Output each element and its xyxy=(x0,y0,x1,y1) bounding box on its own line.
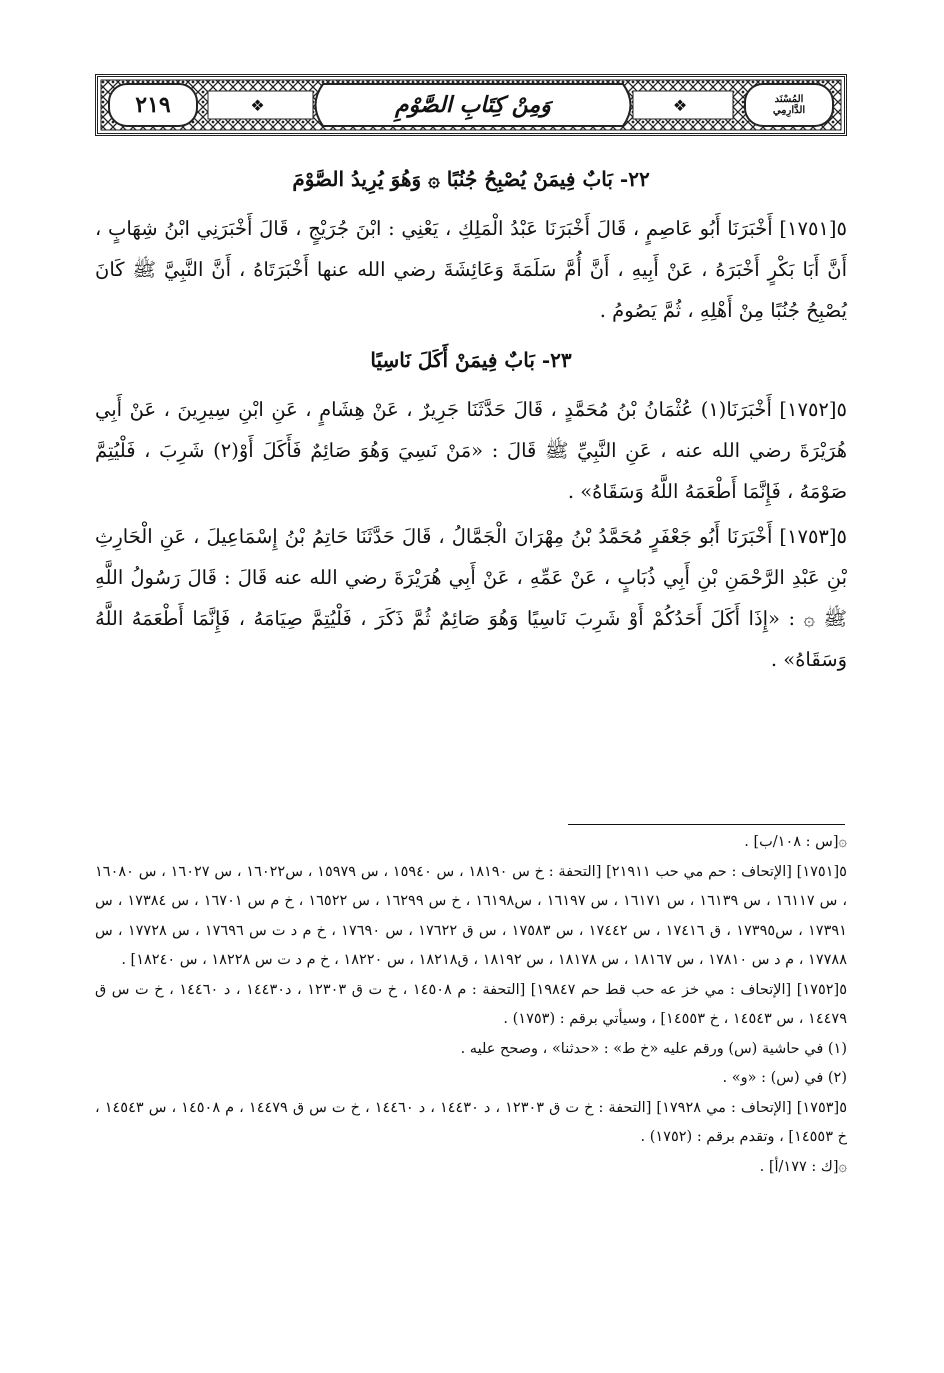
main-text xyxy=(95,150,847,684)
book-title-box xyxy=(328,85,618,125)
ornament-right xyxy=(643,91,723,119)
footnote-separator xyxy=(568,824,845,825)
chapter-heading-22: ٢٢- بَابٌ فِيمَنْ يُصْبِحُ جُنُبًا ۞ وَهُوَ يُرِيدُ الصَّوْمَ xyxy=(292,167,650,191)
page-number: ٢١٩ xyxy=(135,92,171,118)
ornament-glyph: ❖ xyxy=(250,95,271,115)
page-header xyxy=(95,74,847,136)
ornament-left xyxy=(218,91,303,119)
footnote-marker-k: ۞[ك : ١٧٧/أ] . xyxy=(759,1158,847,1175)
chapter-heading-23: ٢٣- بَابٌ فِيمَنْ أَكَلَ نَاسِيًا xyxy=(370,348,572,372)
hadith-1752: ٥[١٧٥٢] أَخْبَرَنَا(١) عُثْمَانُ بْنُ مُحَمَّدٍ ، قَالَ حَدَّثَنَا جَرِيرٌ ، عَنْ هِشَامٍ ، عَنِ ابْنِ سِيرِينَ ، عَنْ أَبِي هُرَيْرَةَ رضي الله عنه ، عَنِ النَّبِيِّ ﷺ قَالَ : «مَنْ نَسِيَ وَهُوَ صَائِمٌ فَأَكَلَ أَوْ(٢) شَرِبَ ، فَلْيُتِمَّ صَوْمَهُ ، فَإِنَّمَا أَطْعَمَهُ اللَّهُ وَسَقَاهُ» . xyxy=(95,398,847,503)
hadith-1751: ٥[١٧٥١] أَخْبَرَنَا أَبُو عَاصِمٍ ، قَالَ أَخْبَرَنَا عَبْدُ الْمَلِكِ ، يَعْنِي : ابْنَ جُرَيْجٍ ، قَالَ أَخْبَرَنِي ابْنُ شِهَابٍ ، أَنَّ أَبَا بَكْرٍ أَخْبَرَهُ ، عَنْ أَبِيهِ ، أَنَّ أُمَّ سَلَمَةَ وَعَائِشَةَ رضي الله عنها أَخْبَرَتَاهُ ، أَنَّ النَّبِيَّ ﷺ كَانَ يُصْبِحُ جُنُبًا مِنْ أَهْلِهِ ، ثُمَّ يَصُومُ . xyxy=(95,217,847,322)
footnote-note-2: (٢) في (س) : «و» . xyxy=(722,1070,847,1086)
book-title: وَمِنْ كِتَابِ الصَّوْمِ xyxy=(395,92,551,118)
page-number-box xyxy=(112,85,194,125)
footnotes xyxy=(95,828,847,1182)
ornament-glyph: ❖ xyxy=(672,95,694,115)
footnote-takhrij-1753: ٥[١٧٥٣] [الإتحاف : مي ١٧٩٢٨] [التحفة : خ ت ق ١٢٣٠٣ ، د ١٤٤٣٠ ، د ١٤٤٦٠ ، خ ت س ق ١٤٤٧٩ ، م ١٤٥٠٨ ، س ١٤٥٤٣ ، خ ١٤٥٥٣] ، وتقدم برقم : (١٧٥٢) . xyxy=(95,1099,847,1145)
footnote-takhrij-1752: ٥[١٧٥٢] [الإتحاف : مي خز عه حب قط حم ١٩٨٤٧] [التحفة : م ١٤٥٠٨ ، خ ت ق ١٢٣٠٣ ، د١٤٤٣٠ ، د ١٤٤٦٠ ، خ ت س ق ١٤٤٧٩ ، س ١٤٥٤٣ ، خ ١٤٥٥٣] ، وسيأتي برقم : (١٧٥٣) . xyxy=(95,981,848,1027)
hadith-1753: ٥[١٧٥٣] أَخْبَرَنَا أَبُو جَعْفَرٍ مُحَمَّدُ بْنُ مِهْرَانَ الْجَمَّالُ ، قَالَ حَدَّثَنَا حَاتِمُ بْنُ إِسْمَاعِيلَ ، عَنِ الْحَارِثِ بْنِ عَبْدِ الرَّحْمَنِ بْنِ أَبِي ذُبَابٍ ، عَنْ عَمِّهِ ، عَنْ أَبِي هُرَيْرَةَ رضي الله عنه قَالَ : قَالَ رَسُولُ اللَّهِ ﷺ ۞ : «إِذَا أَكَلَ أَحَدُكُمْ أَوْ شَرِبَ نَاسِيًا وَهُوَ صَائِمٌ ثُمَّ ذَكَرَ ، فَلْيُتِمَّ صِيَامَهُ ، فَإِنَّمَا أَطْعَمَهُ اللَّهُ وَسَقَاهُ» . xyxy=(95,525,848,671)
emblem-line-1: المُسْنَد xyxy=(774,94,804,105)
footnote-takhrij-1751: ٥[١٧٥١] [الإتحاف : حم مي حب ٢١٩١١] [التحفة : خ س ١٨١٩٠ ، س ١٥٩٤٠ ، س ١٥٩٧٩ ، س١٦٠٢٢ ، س ١٦٠٢٧ ، س ١٦٠٨٠ ، س ١٦١١٧ ، س ١٦١٣٩ ، س ١٦١٧١ ، س ١٦١٩٧ ، س١٦١٩٨ ، خ س ١٦٢٩٩ ، س ١٦٥٢٢ ، خ م س ١٦٧٠١ ، س ١٧٣٨٤ ، س ١٧٣٩١ ، س١٧٣٩٥ ، ق ١٧٤١٦ ، س ١٧٤٤٢ ، س ١٧٥٨٣ ، س ق ١٧٦٢٢ ، س ١٧٦٩٠ ، خ م د ت س ١٧٦٩٦ ، س ١٧٧٢٨ ، س ١٧٧٨٨ ، م د س ١٧٨١٠ ، س ١٨١٦٧ ، س ١٨١٧٨ ، س ١٨١٩٢ ، ق١٨٢١٨ ، س ١٨٢٢٠ ، خ م د ت س ١٨٢٢٨ ، س ١٨٢٤٠] . xyxy=(95,863,847,968)
footnote-marker-s: ۞[س : ١٠٨/ب] . xyxy=(744,834,847,850)
book-emblem xyxy=(748,85,830,125)
footnote-note-1: (١) في حاشية (س) ورقم عليه «خ ط» : «حدثنا» ، وصحح عليه . xyxy=(460,1040,847,1057)
emblem-line-2: الدَّارِمِي xyxy=(772,105,806,116)
